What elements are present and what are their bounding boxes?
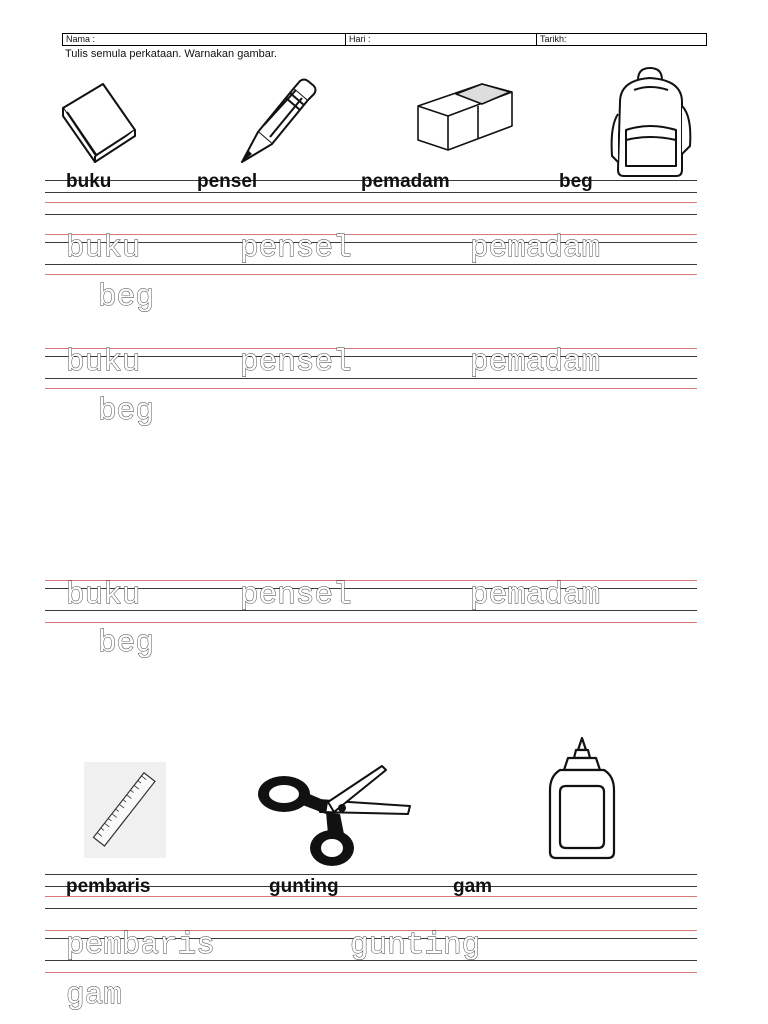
scissors-icon <box>256 764 416 868</box>
name-field[interactable] <box>63 34 346 45</box>
day-label: Hari : <box>349 34 371 44</box>
word-label-pensel: pensel <box>197 171 258 192</box>
date-field[interactable] <box>537 34 706 45</box>
glue-bottle-icon <box>546 736 618 862</box>
word-label-pembaris: pembaris <box>66 876 151 897</box>
word-label-pemadam: pemadam <box>361 171 450 192</box>
date-label: Tarikh: <box>540 34 567 44</box>
trace-word-beg: beg <box>98 280 154 315</box>
trace-word-pensel: pensel <box>240 578 352 613</box>
trace-word-buku: buku <box>66 231 141 266</box>
backpack-icon <box>606 66 696 178</box>
book-icon <box>55 78 141 164</box>
trace-word-gunting: gunting <box>350 928 481 963</box>
word-label-buku: buku <box>66 171 112 192</box>
trace-word-pemadam: pemadam <box>470 578 601 613</box>
ruler-icon <box>84 762 166 858</box>
trace-word-pemadam: pemadam <box>470 345 601 380</box>
eraser-icon <box>412 68 516 154</box>
pencil-icon <box>236 76 320 166</box>
trace-word-pensel: pensel <box>240 345 352 380</box>
trace-word-pensel: pensel <box>240 231 352 266</box>
trace-word-beg: beg <box>98 394 154 429</box>
word-label-gam: gam <box>453 876 493 897</box>
trace-word-buku: buku <box>66 345 141 380</box>
instruction-text: Tulis semula perkataan. Warnakan gambar. <box>65 48 277 60</box>
student-info-table <box>62 33 707 46</box>
name-label: Nama : <box>66 34 96 44</box>
word-label-beg: beg <box>559 171 593 192</box>
word-label-gunting: gunting <box>269 876 339 897</box>
trace-word-pemadam: pemadam <box>470 231 601 266</box>
trace-word-buku: buku <box>66 578 141 613</box>
trace-word-beg: beg <box>98 626 154 661</box>
trace-word-gam: gam <box>66 978 122 1013</box>
trace-word-pembaris: pembaris <box>66 928 215 963</box>
day-field[interactable] <box>346 34 537 45</box>
